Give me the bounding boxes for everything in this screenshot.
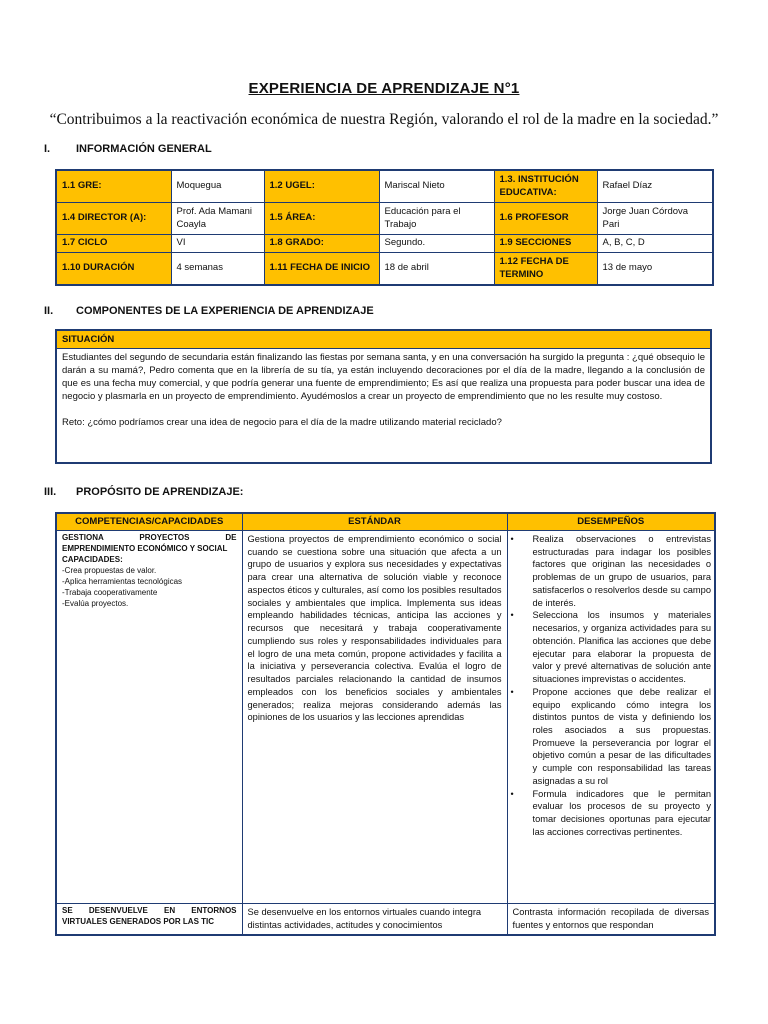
performance-item <box>511 788 712 839</box>
cycle-label: 1.7 CICLO <box>56 235 171 253</box>
sections-label: 1.9 SECCIONES <box>494 235 597 253</box>
capacities-title: CAPACIDADES: <box>62 554 123 564</box>
situation-text: Estudiantes del segundo de secundaria están finalizando las fiestas por semana santa, y en una conversación ha surgido la pregunta : ¿qué obsequio le darán a su mamá?, Pedro comenta que en la librería de su tía, ya están incluyendo decoraciones por el día de la madre, llegando a la conclusión de que es una fecha muy comercial, y que podría generar una fuente de emprendimiento; Es así que realiza una propuesta para poder buscar una idea de negocio y plasmarla en un proyecto de emprendimiento. Ayudémoslos a crear un proyecto de emprendimiento que no les resulte muy costoso. <box>62 352 705 402</box>
bullet-icon: • <box>510 686 514 697</box>
section-number: II. <box>44 305 54 317</box>
header-competencies: COMPETENCIAS/CAPACIDADES <box>56 513 242 531</box>
end-date-value: 13 de mayo <box>597 253 713 286</box>
teacher-label: 1.6 PROFESOR <box>494 203 597 235</box>
gre-label: 1.1 GRE: <box>56 170 171 203</box>
bullet-icon: • <box>510 788 514 799</box>
document-subtitle: “Contribuimos a la reactivación económica de nuestra Región, valorando el rol de la madre en la sociedad.” <box>49 111 719 128</box>
section-heading-components <box>44 305 374 317</box>
section-heading-general-info <box>44 143 212 155</box>
gre-value: Moquegua <box>171 170 264 203</box>
area-value: Educación para el Trabajo <box>379 203 494 235</box>
capacity-item: -Aplica herramientas tecnológicas <box>62 576 183 586</box>
capacity-item: -Evalúa proyectos. <box>62 598 129 608</box>
institution-value: Rafael Díaz <box>597 170 713 203</box>
performance-text: Realiza observaciones o entrevistas estructuradas para indagar los posibles factores que originan las necesidades o problemas de un grupo de usuarios, para satisfacerlos o resolverlos desde su campo de interés. <box>532 534 711 608</box>
performances-cell: Contrasta información recopilada de diversas fuentes y entornos que respondan <box>507 904 715 936</box>
performance-item <box>511 533 712 609</box>
competency-name: GESTIONA PROYECTOS DE EMPRENDIMIENTO ECONÓMICO Y SOCIAL <box>62 533 237 553</box>
duration-label: 1.10 DURACIÓN <box>56 253 171 286</box>
section-number: III. <box>44 486 57 498</box>
section-label: INFORMACIÓN GENERAL <box>76 143 212 155</box>
performance-item <box>511 609 712 685</box>
sections-value: A, B, C, D <box>597 235 713 253</box>
section-label: COMPONENTES DE LA EXPERIENCIA DE APRENDIZAJE <box>76 305 374 317</box>
capacity-item: -Trabaja cooperativamente <box>62 587 158 597</box>
grade-label: 1.8 GRADO: <box>264 235 379 253</box>
situation-label: SITUACIÓN <box>57 331 710 349</box>
section-number: I. <box>44 143 51 155</box>
situation-box <box>55 329 712 464</box>
start-date-value: 18 de abril <box>379 253 494 286</box>
cycle-value: VI <box>171 235 264 253</box>
performance-text: Propone acciones que debe realizar el equipo explicando cómo integra los distintos puntos de vista y definiendo los roles asociados a sus propuestas. Promueve la perseverancia por lograr el objetivo común a pesar de las dificultades y cumple con responsabilidad las tareas asignadas a su rol <box>532 686 711 786</box>
challenge-text: Reto: ¿cómo podríamos crear una idea de negocio para el día de la madre utilizando material reciclado? <box>62 416 502 428</box>
institution-label: 1.3. INSTITUCIÓN EDUCATIVA: <box>494 170 597 203</box>
competency-cell <box>56 904 242 936</box>
performance-text: Formula indicadores que le permitan evaluar los procesos de su proyecto y tomar decisiones oportunas para ejecutar las acciones correctivas pertinentes. <box>532 788 711 837</box>
ugel-label: 1.2 UGEL: <box>264 170 379 203</box>
standard-cell: Se desenvuelve en los entornos virtuales cuando integra distintas actividades, actitudes y conocimientos <box>242 904 507 936</box>
header-performances: DESEMPEÑOS <box>507 513 715 531</box>
grade-value: Segundo. <box>379 235 494 253</box>
ugel-value: Mariscal Nieto <box>379 170 494 203</box>
area-label: 1.5 ÁREA: <box>264 203 379 235</box>
bullet-icon: • <box>510 534 514 544</box>
bullet-icon: • <box>510 610 514 621</box>
duration-value: 4 semanas <box>171 253 264 286</box>
document-title: EXPERIENCIA DE APRENDIZAJE N°1 <box>248 80 520 97</box>
general-info-table <box>55 169 714 286</box>
competency-name: SE DESENVUELVE EN ENTORNOS VIRTUALES GENERADOS POR LAS TIC <box>62 906 237 926</box>
performances-cell <box>507 531 715 904</box>
section-label: PROPÓSITO DE APRENDIZAJE: <box>76 486 244 498</box>
director-value: Prof. Ada Mamani Coayla <box>171 203 264 235</box>
performance-item <box>511 686 712 788</box>
teacher-value: Jorge Juan Córdova Pari <box>597 203 713 235</box>
header-standard: ESTÁNDAR <box>242 513 507 531</box>
section-heading-purpose <box>44 486 243 498</box>
end-date-label: 1.12 FECHA DE TERMINO <box>494 253 597 286</box>
director-label: 1.4 DIRECTOR (A): <box>56 203 171 235</box>
standard-cell: Gestiona proyectos de emprendimiento económico o social cuando se cuestiona sobre una situación que afecta a un grupo de usuarios y explora sus necesidades y expectativas para crear una alternativa de solución viable y reconoce aspectos éticos y culturales, así como los posibles resultados sociales y ambientales que implica. Implementa sus ideas empleando habilidades técnicas, anticipa las acciones y recursos que necesitará y trabaja cooperativamente cumpliendo sus roles y responsabilidades individuales para el logro de una meta común, propone actividades y facilita a la iniciativa y perseverancia colectiva. Evalúa el logro de resultados parciales relacionando la cantidad de insumos empleados con los beneficios sociales y ambientales generados; realiza mejoras considerando además las opiniones de los usuarios y las lecciones aprendidas <box>242 531 507 904</box>
performance-text: Selecciona los insumos y materiales necesarios, y organiza actividades para su obtención. Planifica las acciones que debe ejecutar para elaborar la propuesta de valor y prevé alternativas de solución ante situaciones imprevistas o accidentes. <box>532 610 711 685</box>
learning-purpose-table <box>55 512 716 936</box>
capacity-item: -Crea propuestas de valor. <box>62 565 157 575</box>
competency-cell <box>56 531 242 904</box>
start-date-label: 1.11 FECHA DE INICIO <box>264 253 379 286</box>
